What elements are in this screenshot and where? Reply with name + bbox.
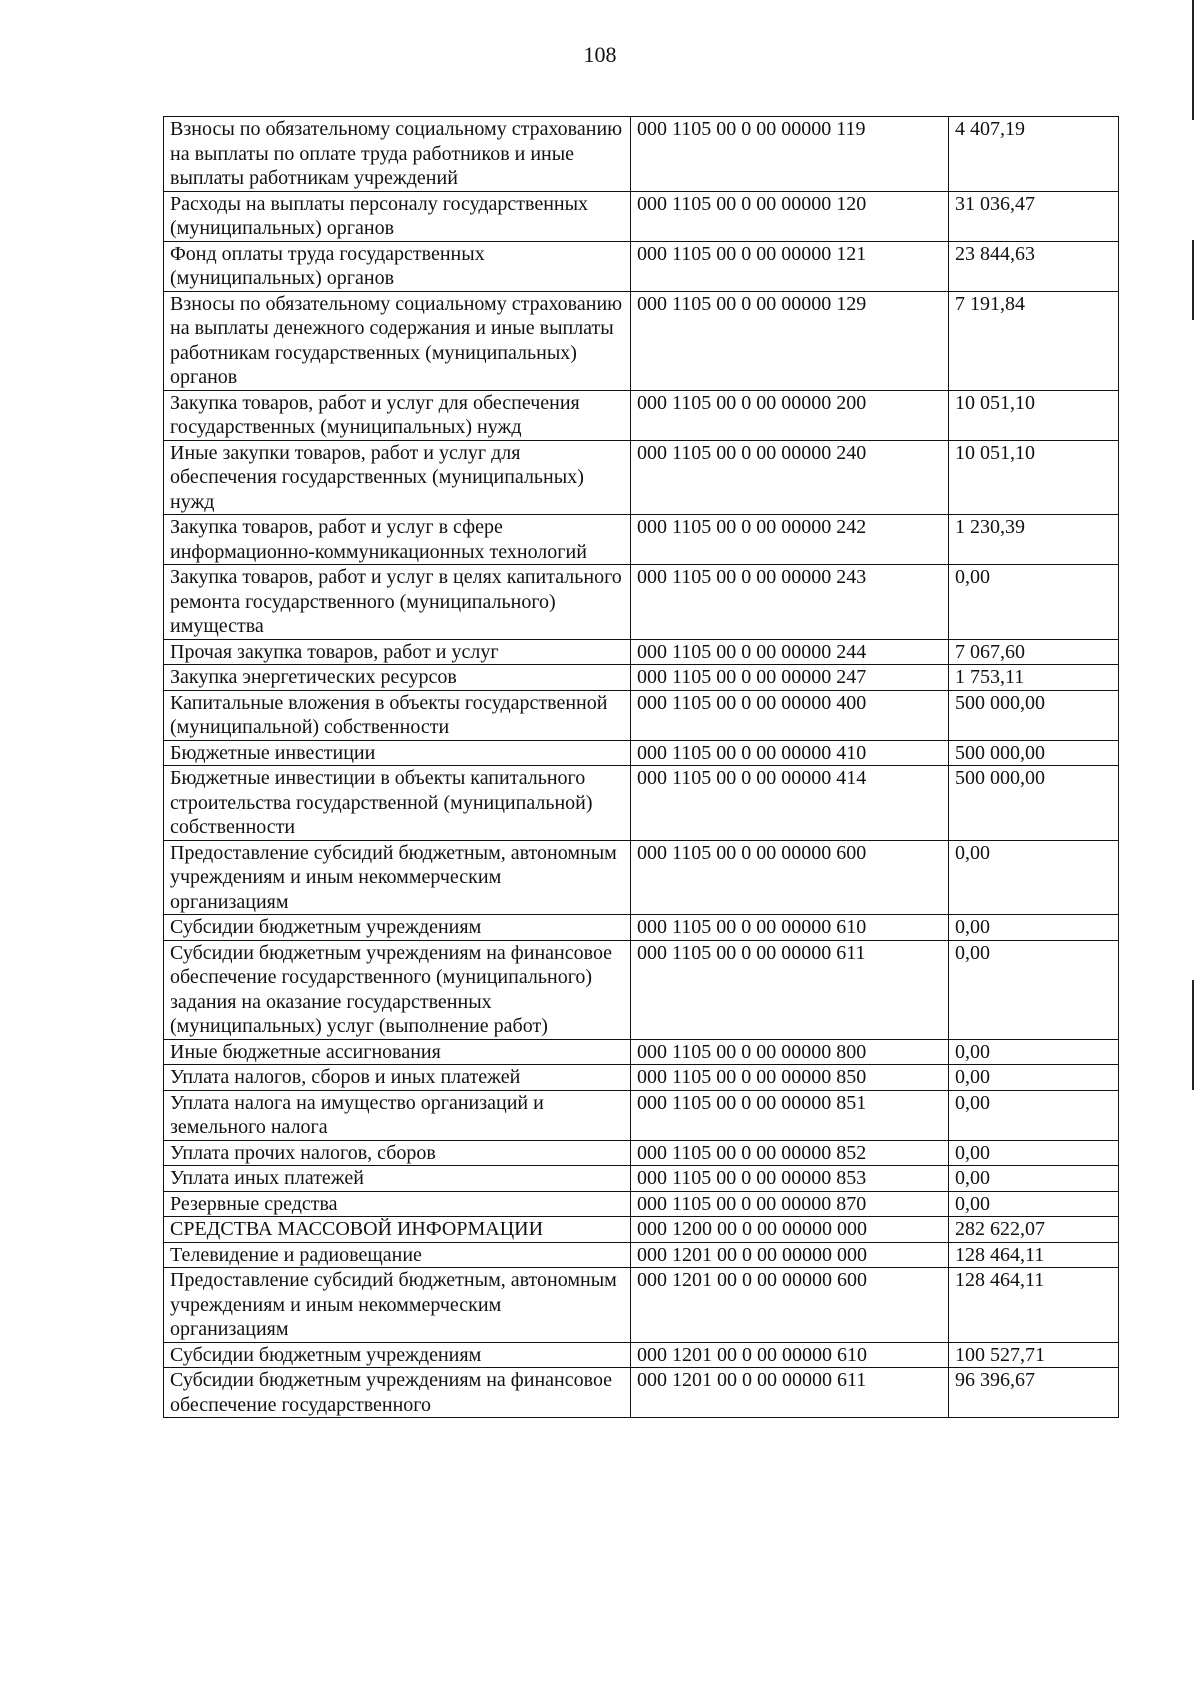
table-row [164, 1217, 1119, 1243]
scan-edge-mark [1192, 980, 1194, 1090]
table-row [164, 565, 1119, 640]
row-name-cell: Прочая закупка товаров, работ и услуг [164, 639, 631, 665]
table-row [164, 690, 1119, 740]
row-amount-cell: 0,00 [949, 840, 1119, 915]
table-row [164, 639, 1119, 665]
row-code-cell: 000 1105 00 0 00 00000 410 [631, 740, 949, 766]
row-amount-cell: 4 407,19 [949, 117, 1119, 192]
row-code-cell: 000 1105 00 0 00 00000 800 [631, 1039, 949, 1065]
row-amount-cell: 10 051,10 [949, 440, 1119, 515]
table-row [164, 1191, 1119, 1217]
row-amount-cell: 128 464,11 [949, 1268, 1119, 1343]
row-name-cell: Субсидии бюджетным учреждениям [164, 915, 631, 941]
row-name-cell: Субсидии бюджетным учреждениям [164, 1342, 631, 1368]
row-amount-cell: 23 844,63 [949, 241, 1119, 291]
table-row [164, 915, 1119, 941]
row-amount-cell: 500 000,00 [949, 766, 1119, 841]
table-row [164, 740, 1119, 766]
row-name-cell: Закупка товаров, работ и услуг для обеспечения государственных (муниципальных) нужд [164, 390, 631, 440]
table-row [164, 1268, 1119, 1343]
row-amount-cell: 0,00 [949, 915, 1119, 941]
row-name-cell: Закупка энергетических ресурсов [164, 665, 631, 691]
table-row [164, 840, 1119, 915]
row-amount-cell: 1 753,11 [949, 665, 1119, 691]
budget-table [163, 116, 1119, 1418]
row-name-cell: Бюджетные инвестиции в объекты капитального строительства государственной (муниципальной) собственности [164, 766, 631, 841]
row-name-cell: Субсидии бюджетным учреждениям на финансовое обеспечение государственного (муниципального) задания на оказание государственных (муниципальных) услуг (выполнение работ) [164, 940, 631, 1039]
row-name-cell: Капитальные вложения в объекты государственной (муниципальной) собственности [164, 690, 631, 740]
row-code-cell: 000 1105 00 0 00 00000 852 [631, 1140, 949, 1166]
row-code-cell: 000 1105 00 0 00 00000 243 [631, 565, 949, 640]
row-code-cell: 000 1105 00 0 00 00000 610 [631, 915, 949, 941]
row-code-cell: 000 1105 00 0 00 00000 611 [631, 940, 949, 1039]
table-row [164, 191, 1119, 241]
row-amount-cell: 0,00 [949, 1090, 1119, 1140]
table-row [164, 1065, 1119, 1091]
row-name-cell: Уплата налога на имущество организаций и земельного налога [164, 1090, 631, 1140]
row-name-cell: Иные бюджетные ассигнования [164, 1039, 631, 1065]
row-code-cell: 000 1105 00 0 00 00000 240 [631, 440, 949, 515]
row-amount-cell: 100 527,71 [949, 1342, 1119, 1368]
row-code-cell: 000 1105 00 0 00 00000 850 [631, 1065, 949, 1091]
page-number: 108 [583, 42, 617, 67]
row-code-cell: 000 1201 00 0 00 00000 611 [631, 1368, 949, 1418]
row-amount-cell: 500 000,00 [949, 740, 1119, 766]
table-row [164, 241, 1119, 291]
row-amount-cell: 7 067,60 [949, 639, 1119, 665]
budget-table-body [164, 117, 1119, 1418]
row-amount-cell: 31 036,47 [949, 191, 1119, 241]
table-row [164, 390, 1119, 440]
row-code-cell: 000 1105 00 0 00 00000 120 [631, 191, 949, 241]
table-row [164, 665, 1119, 691]
table-row [164, 1342, 1119, 1368]
row-code-cell: 000 1200 00 0 00 00000 000 [631, 1217, 949, 1243]
row-code-cell: 000 1105 00 0 00 00000 244 [631, 639, 949, 665]
table-row [164, 940, 1119, 1039]
row-name-cell: Закупка товаров, работ и услуг в целях капитального ремонта государственного (муниципального) имущества [164, 565, 631, 640]
row-amount-cell: 0,00 [949, 1039, 1119, 1065]
row-code-cell: 000 1201 00 0 00 00000 610 [631, 1342, 949, 1368]
row-code-cell: 000 1105 00 0 00 00000 853 [631, 1166, 949, 1192]
row-amount-cell: 0,00 [949, 1191, 1119, 1217]
row-amount-cell: 0,00 [949, 940, 1119, 1039]
row-amount-cell: 7 191,84 [949, 291, 1119, 390]
row-code-cell: 000 1201 00 0 00 00000 000 [631, 1242, 949, 1268]
row-name-cell: Взносы по обязательному социальному страхованию на выплаты денежного содержания и иные выплаты работникам государственных (муниципальных) органов [164, 291, 631, 390]
row-name-cell: Предоставление субсидий бюджетным, автономным учреждениям и иным некоммерческим организациям [164, 840, 631, 915]
row-code-cell: 000 1105 00 0 00 00000 600 [631, 840, 949, 915]
row-amount-cell: 10 051,10 [949, 390, 1119, 440]
row-code-cell: 000 1105 00 0 00 00000 414 [631, 766, 949, 841]
row-code-cell: 000 1201 00 0 00 00000 600 [631, 1268, 949, 1343]
row-code-cell: 000 1105 00 0 00 00000 851 [631, 1090, 949, 1140]
table-row [164, 440, 1119, 515]
scan-edge-mark [1192, 240, 1194, 320]
row-name-cell: Иные закупки товаров, работ и услуг для обеспечения государственных (муниципальных) нужд [164, 440, 631, 515]
row-code-cell: 000 1105 00 0 00 00000 200 [631, 390, 949, 440]
row-name-cell: Субсидии бюджетным учреждениям на финансовое обеспечение государственного [164, 1368, 631, 1418]
row-code-cell: 000 1105 00 0 00 00000 870 [631, 1191, 949, 1217]
row-amount-cell: 282 622,07 [949, 1217, 1119, 1243]
row-name-cell: Взносы по обязательному социальному страхованию на выплаты по оплате труда работников и иные выплаты работникам учреждений [164, 117, 631, 192]
row-name-cell: СРЕДСТВА МАССОВОЙ ИНФОРМАЦИИ [164, 1217, 631, 1243]
row-name-cell: Телевидение и радиовещание [164, 1242, 631, 1268]
row-code-cell: 000 1105 00 0 00 00000 129 [631, 291, 949, 390]
table-row [164, 1368, 1119, 1418]
row-amount-cell: 1 230,39 [949, 515, 1119, 565]
table-row [164, 117, 1119, 192]
row-name-cell: Бюджетные инвестиции [164, 740, 631, 766]
row-name-cell: Уплата прочих налогов, сборов [164, 1140, 631, 1166]
row-name-cell: Расходы на выплаты персоналу государственных (муниципальных) органов [164, 191, 631, 241]
row-name-cell: Закупка товаров, работ и услуг в сфере информационно-коммуникационных технологий [164, 515, 631, 565]
row-amount-cell: 0,00 [949, 565, 1119, 640]
row-amount-cell: 96 396,67 [949, 1368, 1119, 1418]
table-row [164, 1140, 1119, 1166]
table-row [164, 1166, 1119, 1192]
row-code-cell: 000 1105 00 0 00 00000 242 [631, 515, 949, 565]
row-amount-cell: 0,00 [949, 1140, 1119, 1166]
row-code-cell: 000 1105 00 0 00 00000 400 [631, 690, 949, 740]
row-name-cell: Уплата иных платежей [164, 1166, 631, 1192]
row-code-cell: 000 1105 00 0 00 00000 119 [631, 117, 949, 192]
scan-edge-mark [1192, 0, 1194, 120]
table-row [164, 1090, 1119, 1140]
row-amount-cell: 0,00 [949, 1065, 1119, 1091]
table-row [164, 766, 1119, 841]
table-row [164, 291, 1119, 390]
row-amount-cell: 0,00 [949, 1166, 1119, 1192]
row-name-cell: Уплата налогов, сборов и иных платежей [164, 1065, 631, 1091]
table-row [164, 515, 1119, 565]
table-row [164, 1242, 1119, 1268]
row-name-cell: Фонд оплаты труда государственных (муниципальных) органов [164, 241, 631, 291]
row-name-cell: Резервные средства [164, 1191, 631, 1217]
row-name-cell: Предоставление субсидий бюджетным, автономным учреждениям и иным некоммерческим организациям [164, 1268, 631, 1343]
row-amount-cell: 128 464,11 [949, 1242, 1119, 1268]
table-row [164, 1039, 1119, 1065]
row-code-cell: 000 1105 00 0 00 00000 247 [631, 665, 949, 691]
row-amount-cell: 500 000,00 [949, 690, 1119, 740]
row-code-cell: 000 1105 00 0 00 00000 121 [631, 241, 949, 291]
